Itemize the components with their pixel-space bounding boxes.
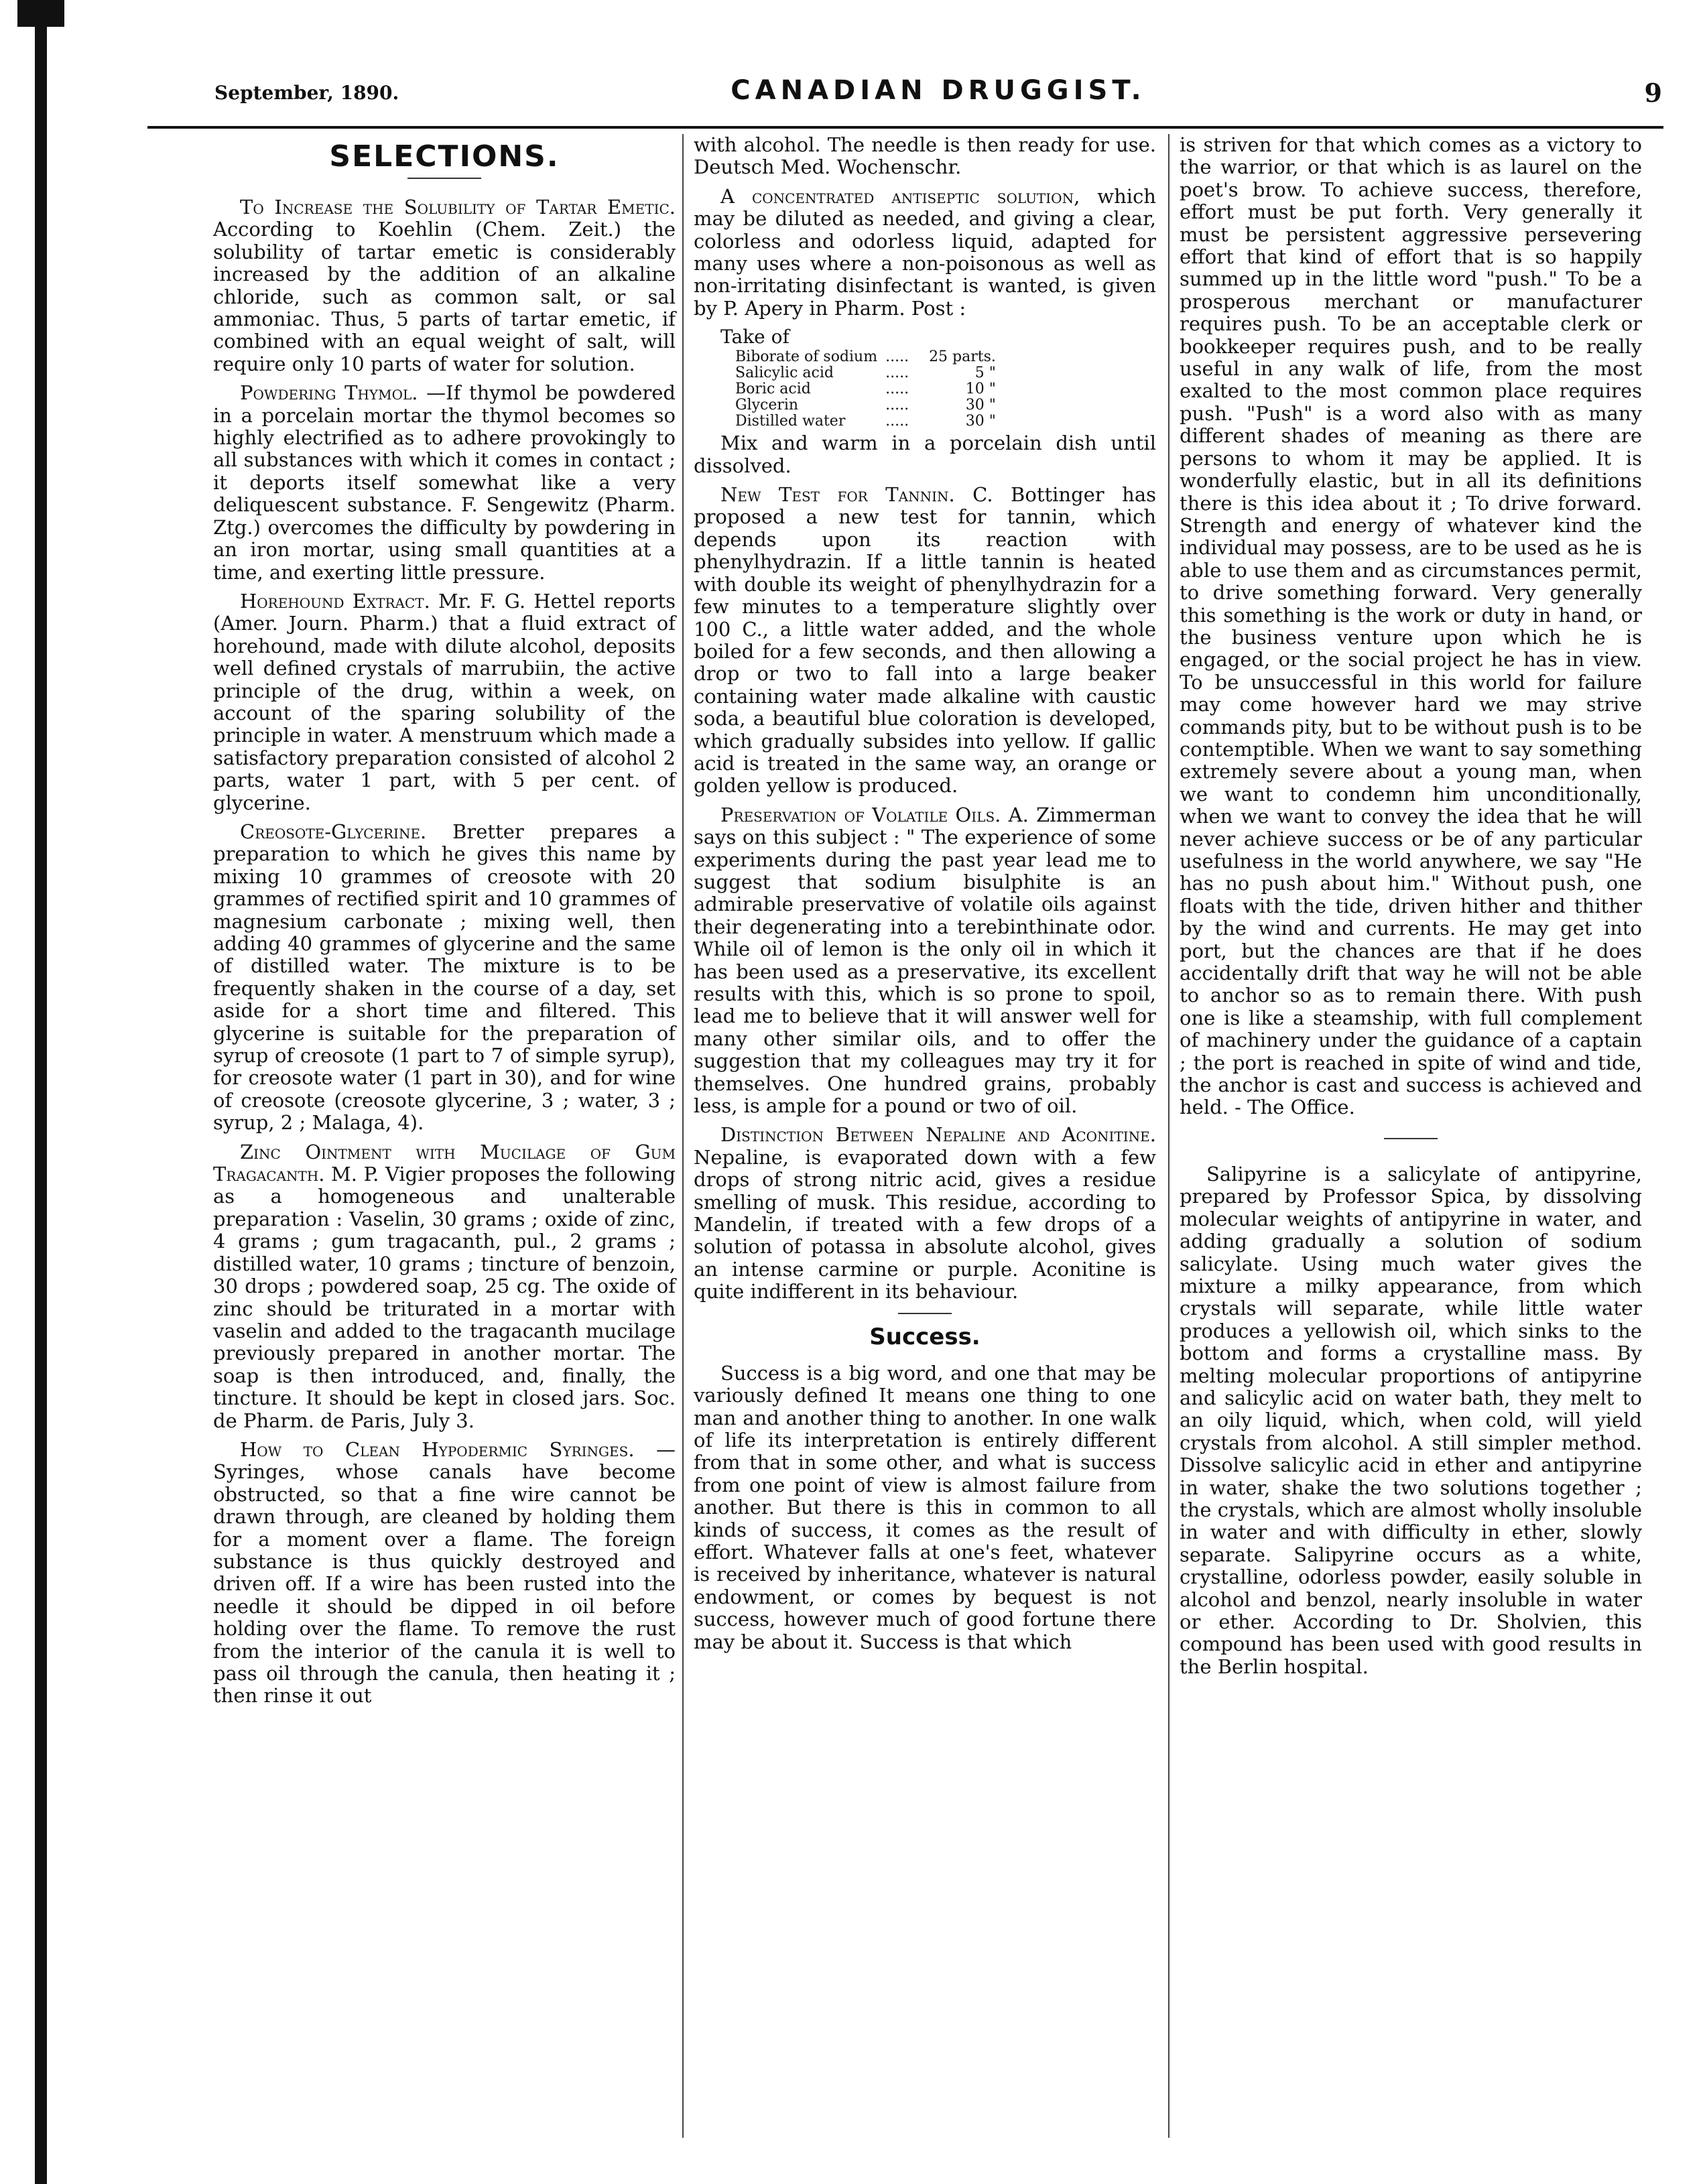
ingredient-name: Salicylic acid — [735, 365, 834, 382]
article-text: M. P. Vigier proposes the following as a homogeneous and unalterable preparation : Vaselin, 30 grams ; oxide of zinc, 4 grams ; gum tragacanth, pul., 2 grams ; distilled water, 10 grams ; tincture of benzoin, 30 drops ; powdered soap, 25 cg. The oxide of zinc should be triturated in a mortar with vaselin and added to the tragacanth mucilage previously prepared in another mortar. The soap is then introduced, and, finally, the tincture. It should be kept in closed jars. Soc. de Pharm. de Paris, July 3. — [213, 1163, 676, 1432]
section-rule — [898, 1313, 952, 1314]
ingredient-quantity: 10 " — [965, 381, 996, 398]
ingredient-quantity: 30 " — [965, 413, 996, 430]
article-lead: Zinc Ointment with Mucilage of Gum Tragacanth. — [213, 1140, 676, 1186]
article-lead: Creosote-Glycerine. — [240, 820, 427, 843]
article-lead: Horehound Extract. — [240, 589, 430, 613]
recipe-row — [731, 397, 1000, 413]
section-rule — [1384, 1138, 1438, 1139]
recipe-table — [731, 349, 1000, 430]
leader-dots: ..... — [885, 381, 909, 398]
heading-rule — [407, 178, 481, 179]
recipe-directions: Mix and warm in a porcelain dish until dissolved. — [694, 432, 1156, 477]
column-1 — [213, 134, 676, 1714]
leader-dots: ..... — [885, 397, 909, 414]
article-lead: Powdering Thymol. — [240, 381, 418, 405]
article-zinc-ointment — [213, 1141, 676, 1432]
page-header — [214, 75, 1662, 115]
leader-dots: ..... — [885, 365, 909, 382]
article-lead: New Test for Tannin. — [720, 483, 955, 507]
article-text: Nepaline, is evaporated down with a few drops of strong nitric acid, gives a residue smelling of musk. This residue, according to Mandelin, if treated with a few drops of a solution of potassa in absolute alcohol, gives an intense carmine or purple. Aconitine is quite indifferent in its behaviour. — [694, 1145, 1156, 1303]
article-creosote-glycerine — [213, 821, 676, 1135]
ingredient-quantity: 5 " — [974, 365, 996, 382]
article-lead: Preservation of Volatile Oils. — [720, 803, 1001, 826]
ingredient-quantity: 25 parts. — [929, 348, 996, 366]
column-2 — [694, 134, 1156, 1660]
article-text: —Syringes, whose canals have become obstructed, so that a fine wire cannot be drawn through, are cleaned by holding them for a moment over a flame. The foreign substance is thus quickly destroyed and driven off. If a wire has been rusted into the needle it should be dipped in oil before holding over the flame. To remove the rust from the interior of the canula it is well to pass oil through the canula, then heating it ; then rinse it out — [213, 1437, 676, 1708]
article-powdering-thymol — [213, 382, 676, 584]
article-salipyrine: Salipyrine is a salicylate of antipyrine, prepared by Professor Spica, by dissolving molecular weights of antipyrine in water, and adding gradually a solution of sodium salicylate. Using much water gives the mixture a milky appearance, from which crystals will separate, while little water produces a yellowish oil, which sinks to the bottom and forms a crystalline mass. By melting molecular proportions of antipyrine and salicylic acid on water bath, they melt to an oily liquid, which, when cold, will yield crystals from alcohol. A still simpler method. Dissolve salicylic acid in ether and antipyrine in water, shake the two solutions together ; the crystals, which are almost wholly insoluble in water and with difficulty in ether, slowly separate. Salipyrine occurs as a white, crystalline, odorless powder, easily soluble in alcohol and benzol, nearly insoluble in water or ether. According to Dr. Sholvien, this compound has been used with good results in the Berlin hospital. — [1180, 1162, 1642, 1678]
recipe-row — [731, 413, 1000, 430]
ingredient-name: Distilled water — [735, 413, 846, 430]
article-text: which may be diluted as needed, and giving a clear, colorless and odorless liquid, adapted for many uses where a non-poisonous as well as non-irritating disinfectant is wanted, is given by P. Apery in Pharm. Post : — [694, 184, 1156, 320]
section-heading-success: Success. — [869, 1323, 981, 1350]
article-text: According to Koehlin (Chem. Zeit.) the solubility of tartar emetic is considerably increased by the addition of an alkaline chloride, such as common salt, or sal ammoniac. Thus, 5 parts of tartar emetic, if combined with an equal weight of salt, will require only 10 parts of water for solution. — [213, 218, 676, 375]
column-3 — [1180, 134, 1642, 1685]
article-horehound-extract — [213, 590, 676, 814]
section-heading-selections: SELECTIONS. — [329, 139, 560, 174]
article-text: Bretter prepares a preparation to which he gives this name by mixing 10 grammes of creosote with 20 grammes of rectified spirit and 10 grammes of magnesium carbonate ; mixing well, then adding 40 grammes of glycerine and the same of distilled water. The mixture is to be frequently shaken in the course of a day, set aside for a short time and filtered. This glycerine is suitable for the preparation of syrup of creosote (1 part to 7 of simple syrup), for creosote water (1 part in 30), and for wine of creosote (creosote glycerine, 3 ; water, 3 ; syrup, 2 ; Malaga, 4). — [213, 820, 676, 1135]
article-lead: Distinction Between Nepaline and Aconitine. — [720, 1123, 1156, 1147]
leader-dots: ..... — [885, 348, 909, 366]
article-success-continued: is striven for that which comes as a victory to the warrior, or that which is as laurel on the poet's brow. To achieve success, therefore, effort must be put forth. Very generally it must be persistent aggressive persevering effort that kind of effort that is so happily summed up in the little word "push." To be a prosperous merchant or manufacturer requires push. To be an acceptable clerk or bookkeeper requires push, and to be really useful in any walk of life, from the most exalted to the most common place requires push. "Push" is a word also with as many different shades of meaning as there are persons to whom it may be applied. It is wonderfully elastic, but in all its definitions there is this idea about it ; To drive forward. Strength and energy of whatever kind the individual may possess, are to be used as he is able to use them and as circumstances permit, to drive something forward. Very generally this something is the work or duty in hand, or the business venture upon which he is engaged, or the social project he has in view. To be unsuccessful in this world for failure may come however hard we may strive commands pity, but to be without push is to be contemptible. When we want to say something extremely severe about a young man, when we want to condemn him unconditionally, when we want to convey the idea that he will never achieve success or be of any particular usefulness in the world anywhere, we say "He has no push about him." Without push, one floats with the tide, driven hither and thither by the wind and currents. He may get into port, but the chances are that if he does accidentally drift that way he will not be able to anchor so as to remain there. With push one is like a steamship, with full complement of machinery under the guidance of a captain ; the port is reached in spite of wind and tide, the anchor is cast and success is achieved and held. - The Office. — [1180, 133, 1642, 1119]
article-nepaline-aconitine — [694, 1124, 1156, 1303]
article-lead: How to Clean Hypodermic Syringes. — [240, 1437, 635, 1461]
article-text: Mr. F. G. Hettel reports (Amer. Journ. Pharm.) that a fluid extract of horehound, made with dilute alcohol, deposits well defined crystals of marrubiin, the active principle of the drug, within a week, on account of the sparing solubility of the principle in water. A menstruum which made a satisfactory preparation consisted of alcohol 2 parts, water 1 part, with 5 per cent. of glycerine. — [213, 589, 676, 814]
page-number: 9 — [1644, 78, 1662, 108]
header-rule — [147, 126, 1663, 129]
article-hypodermic-syringes — [213, 1439, 676, 1708]
ingredient-name: Biborate of sodium — [735, 348, 878, 366]
article-text: A. Zimmerman says on this subject : " The experience of some experiments during the past year lead me to suggest that sodium bisulphite is an admirable preservative of volatile oils against their degenerating into a terebinthinate odor. While oil of lemon is the only oil in which it has been used as a preservative, its excellent results with this, which is so prone to spoil, lead me to believe that it will answer well for many other similar oils, and to offer the suggestion that my colleagues may try it for themselves. One hundred grains, probably less, is ample for a pound or two of oil. — [694, 803, 1156, 1118]
issue-date: September, 1890. — [214, 82, 399, 104]
column-divider-2 — [1168, 134, 1169, 2138]
article-continuation: with alcohol. The needle is then ready for use. Deutsch Med. Wochenschr. — [694, 133, 1156, 179]
article-text: C. Bottinger has proposed a new test for tannin, which depends upon its reaction with phenylhydrazin. If a little tannin is heated with double its weight of phenylhydrazin for a few minutes to a temperature slightly over 100 C., a little water added, and the whole boiled for a few seconds, and then allowing a drop or two to fall into a large beaker containing water made alkaline with caustic soda, a beautiful blue coloration is developed, which gradually subsides into yellow. If gallic acid is treated in the same way, an orange or golden yellow is produced. — [694, 483, 1156, 797]
article-lead: To Increase the Solubility of Tartar Emetic. — [240, 196, 676, 218]
recipe-row — [731, 349, 1000, 365]
leader-dots: ..... — [885, 413, 909, 430]
ingredient-name: Boric acid — [735, 381, 811, 398]
article-volatile-oils — [694, 804, 1156, 1118]
article-lead: A concentrated antiseptic solution, — [720, 184, 1080, 208]
recipe-intro: Take of — [720, 326, 789, 348]
article-success: Success is a big word, and one that may be variously defined It means one thing to one man and another thing to another. In one walk of life its interpretation is entirely different from that in some other, and what is success from one point of view is almost failure from another. But there is this in common to all kinds of success, it comes as the result of effort. Whatever falls at one's feet, whatever is received by inheritance, whatever is natural endowment, or comes by bequest is not success, however much of good fortune there may be about it. Success is that which — [694, 1361, 1156, 1653]
binding-edge — [35, 0, 47, 2184]
article-test-for-tannin — [694, 484, 1156, 797]
article-antiseptic-solution — [694, 186, 1156, 320]
journal-title: CANADIAN DRUGGIST. — [731, 75, 1146, 106]
ingredient-name: Glycerin — [735, 397, 799, 414]
column-divider-1 — [682, 134, 684, 2138]
article-text: —If thymol be powdered in a porcelain mortar the thymol becomes so highly electrified as to adhere provokingly to all substances with which it comes in contact ; it deports itself somewhat like a very deliquescent substance. F. Sengewitz (Pharm. Ztg.) overcomes the difficulty by powdering in an iron mortar, using small quantities at a time, and exerting little pressure. — [213, 381, 676, 584]
article-tartar-emetic — [213, 196, 676, 375]
recipe-row — [731, 365, 1000, 381]
recipe-row — [731, 381, 1000, 397]
ingredient-quantity: 30 " — [965, 397, 996, 414]
